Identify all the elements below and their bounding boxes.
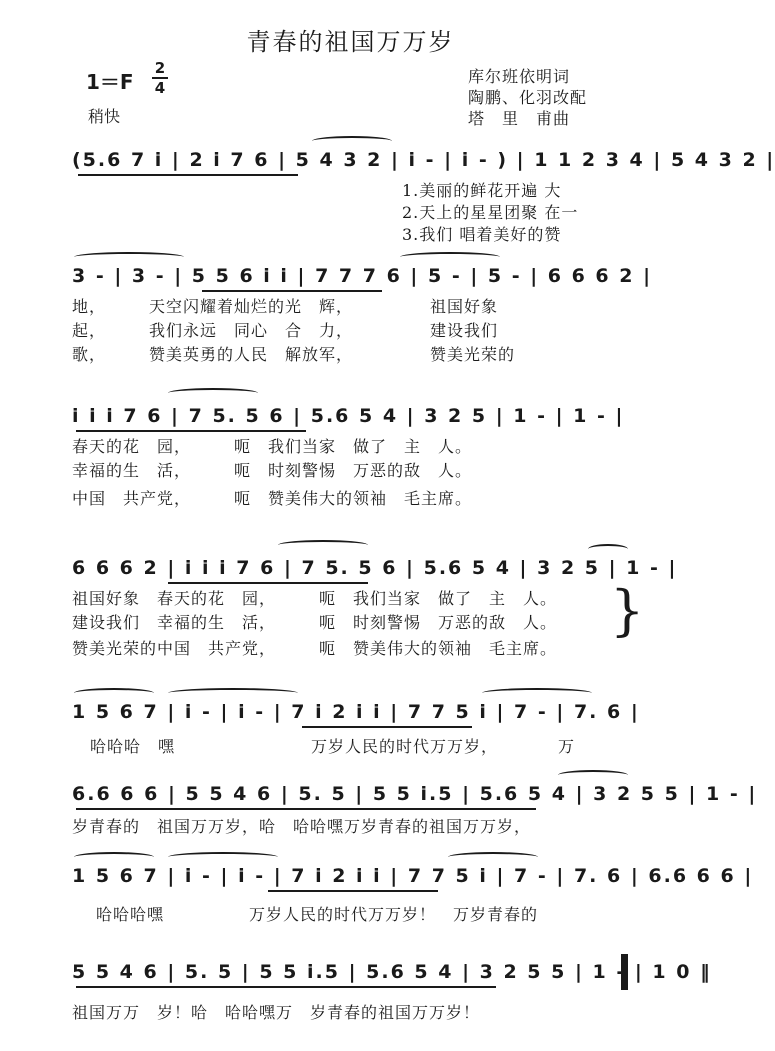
credit-lyricist: 库尔班依明词: [468, 67, 571, 86]
score-system-2: [72, 258, 653, 364]
tie-mark: [312, 136, 392, 146]
lyric-verse-1: 春天的花 园， 呃 我们当家 做了 主 人。: [72, 437, 473, 456]
key-signature: 1＝F: [86, 70, 134, 94]
lyric-line: 哈哈哈嘿 万岁人民的时代万万岁！ 万岁青春的: [96, 905, 539, 924]
tie-mark: [168, 388, 258, 398]
credit-arranger: 陶鹏、化羽改配: [468, 88, 588, 107]
lyric-verse-3: 歌， 赞美英勇的人民 解放军， 赞美光荣的: [72, 345, 516, 364]
tie-mark: [168, 688, 298, 698]
tie-mark: [558, 770, 628, 780]
tie-mark: [482, 688, 592, 698]
notation-line: 3 - | 3 - | 5 5 6 i i | 7 7 7 6 | 5 - | 5 - | 6 6 6 2 |: [72, 265, 653, 287]
score-system-3: [72, 398, 628, 508]
time-signature: [150, 60, 170, 96]
beam-line: [76, 986, 496, 988]
notation-line: 1 5 6 7 | i - | i - | 7 i 2 i i | 7 7 5 i | 7 - | 7. 6 | 6.6 6 6 |: [72, 865, 754, 887]
credit-composer: 塔 里 甫曲: [468, 109, 571, 128]
lyric-verse-1: 地， 天空闪耀着灿烂的光 辉， 祖国好象: [72, 297, 499, 316]
lyric-line: 哈哈哈 嘿 万岁人民的时代万万岁， 万: [90, 737, 576, 756]
beam-line: [76, 430, 306, 432]
lyric-verse-3: 3.我们 唱着美好的赞: [402, 225, 562, 244]
tie-mark: [278, 540, 368, 550]
lyric-verse-1: 1.美丽的鲜花开遍 大: [402, 181, 562, 200]
score-system-5: [72, 694, 640, 756]
verse-brace: }: [610, 579, 645, 642]
beam-line: [168, 582, 368, 584]
song-title: 青春的祖国万万岁: [246, 28, 455, 56]
time-signature-bottom: 4: [154, 79, 166, 97]
notation-line: 1 5 6 7 | i - | i - | 7 i 2 i i | 7 7 5 i | 7 - | 7. 6 |: [72, 701, 640, 723]
tie-mark: [74, 688, 154, 698]
score-system-8: [72, 954, 712, 1022]
lyric-verse-3: 赞美光荣的中国 共产党， 呃 赞美伟大的领袖 毛主席。: [72, 639, 558, 658]
lyric-verse-3: 中国 共产党， 呃 赞美伟大的领袖 毛主席。: [72, 489, 473, 508]
tie-mark: [448, 852, 538, 862]
notation-line: 5 5 4 6 | 5. 5 | 5 5 i.5 | 5.6 5 4 | 3 2 5 5 | 1 - | 1 0 ‖: [72, 961, 712, 983]
notation-line: 6 6 6 2 | i i i 7 6 | 7 5. 5 6 | 5.6 5 4 | 3 2 5 | 1 - |: [72, 557, 678, 579]
score-system-7: [72, 858, 754, 924]
lyric-verse-2: 建设我们 幸福的生 活， 呃 时刻警惕 万恶的敌 人。: [72, 613, 558, 632]
tie-mark: [588, 544, 628, 554]
lyric-verse-1: 祖国好象 春天的花 园， 呃 我们当家 做了 主 人。: [72, 589, 558, 608]
lyric-line: 岁青春的 祖国万万岁，哈 哈哈嘿万岁青春的祖国万万岁，: [72, 817, 532, 836]
score-system-4: [72, 550, 678, 658]
lyric-verse-2: 2.天上的星星团聚 在一: [402, 203, 579, 222]
lyric-verse-2: 起， 我们永远 同心 合 力， 建设我们: [72, 321, 499, 340]
lyric-verse-2: 幸福的生 活， 呃 时刻警惕 万恶的敌 人。: [72, 461, 473, 480]
tempo-marking: 稍快: [88, 107, 121, 126]
tie-mark: [400, 252, 500, 262]
tie-mark: [74, 852, 154, 862]
notation-line: 6.6 6 6 | 5 5 4 6 | 5. 5 | 5 5 i.5 | 5.6 5 4 | 3 2 5 5 | 1 - |: [72, 783, 758, 805]
score-system-6: [72, 776, 758, 836]
notation-line: (5.6 7 i | 2 i 7 6 | 5 4 3 2 | i - | i - ) | 1 1 2 3 4 | 5 4 3 2 |: [72, 149, 775, 171]
score-system-1: [72, 142, 775, 244]
beam-line: [302, 726, 472, 728]
final-barline: [621, 954, 628, 990]
tie-mark: [74, 252, 184, 262]
beam-line: [76, 808, 536, 810]
tie-mark: [168, 852, 278, 862]
lyric-line: 祖国万万 岁！哈 哈哈嘿万 岁青春的祖国万万岁！: [72, 1003, 481, 1022]
beam-line: [202, 290, 382, 292]
notation-line: i i i 7 6 | 7 5. 5 6 | 5.6 5 4 | 3 2 5 | 1 - | 1 - |: [72, 405, 625, 427]
beam-line: [268, 890, 438, 892]
beam-line: [78, 174, 298, 176]
time-signature-top: 2: [154, 59, 166, 77]
